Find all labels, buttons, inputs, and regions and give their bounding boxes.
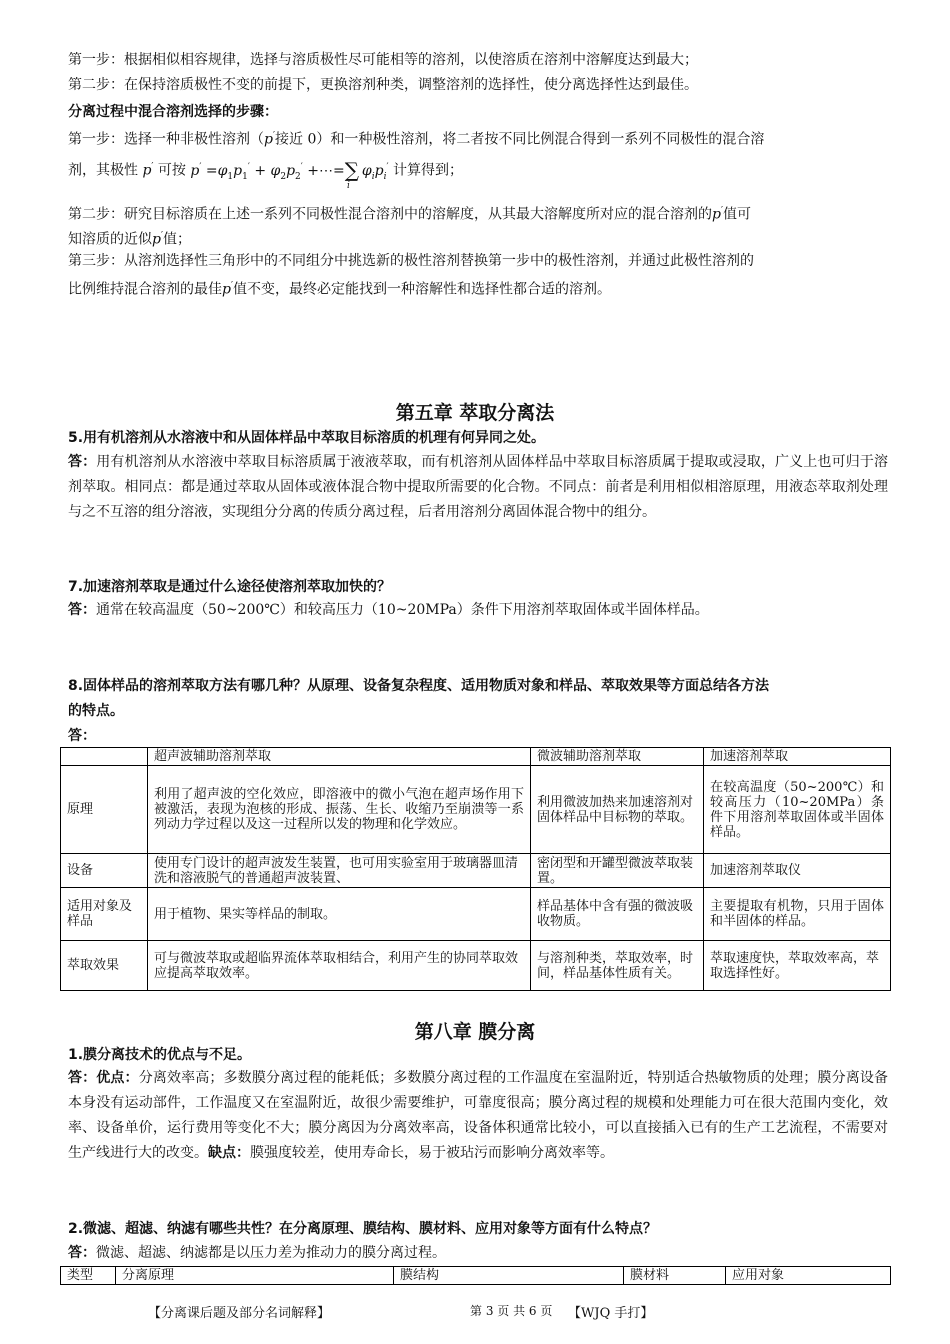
table-row [61,941,891,991]
table-header-cell: 微波辅助溶剂萃取 [531,748,704,766]
question-8-line-1: 8.固体样品的溶剂萃取方法有哪几种？从原理、设备复杂程度、适用物质对象和样品、萃取效果等方面总结各方法 [68,678,770,694]
table-cell: 利用微波加热来加速溶剂对固体样品中目标物的萃取。 [531,766,704,854]
answer-7: 答：通常在较高温度（50~200℃）和较高压力（10~20MPa）条件下用溶剂萃取固体或半固体样品。 [68,602,709,618]
table-header-cell: 应用对象 [726,1267,891,1285]
table-header-cell: 膜材料 [624,1267,726,1285]
table-cell: 使用专门设计的超声波发生装置，也可用实验室用于玻璃器皿清洗和溶液脱气的普通超声波装置、 [148,854,531,888]
table-row [61,766,891,854]
mixed-step-2-line-1: 第二步：研究目标溶质在上述一系列不同极性混合溶剂中的溶解度，从其最大溶解度所对应的混合溶剂的p′值可 [68,206,752,223]
table-cell: 可与微波萃取或超临界流体萃取相结合，利用产生的协同萃取效应提高萃取效率。 [148,941,531,991]
table-cell: 利用了超声波的空化效应，即溶液中的微小气泡在超声场作用下被激活，表现为泡核的形成、振荡、生长、收缩乃至崩溃等一系列动力学过程以及这一过程所以发的物理和化学效应。 [148,766,531,854]
chapter-8-title: 第八章 膜分离 [414,1021,536,1043]
question-7: 7.加速溶剂萃取是通过什么途径使溶剂萃取加快的？ [68,579,392,595]
question-8-2: 2.微滤、超滤、纳滤有哪些共性？在分离原理、膜结构、膜材料、应用对象等方面有什么特点？ [68,1221,658,1237]
answer-5: 答：用有机溶剂从水溶液中萃取目标溶质属于液液萃取，而有机溶剂从固体样品中萃取目标溶质属于提取或浸取，广义上也可归于溶剂萃取。相同点：都是通过萃取从固体或液体混合物中提取所需要的化合物。不同点：前者是利用相似相溶原理，用液态萃取剂处理与之不互溶的组分溶液，实现组分分离的传质分离过程，后者用溶剂分离固体混合物中的组分。 [68,454,888,520]
table-header-row [61,748,891,766]
question-8-1: 1.膜分离技术的优点与不足。 [68,1047,252,1063]
answer-8-1: 答：优点：分离效率高；多数膜分离过程的能耗低；多数膜分离过程的工作温度在室温附近，特别适合热敏物质的处理；膜分离设备本身没有运动部件，工作温度又在室温附近，故很少需要维护，可靠度很高；膜分离过程的规模和处理能力可在很大范围内变化，效率、设备单价，运行费用等变化不大；膜分离因为分离效率高，设备体积通常比较小，可以直接插入已有的生产工艺流程，不需要对生产线进行大的改变。缺点：膜强度较差，使用寿命长，易于被玷污而影响分离效率等。 [68,1070,888,1161]
mixed-solvent-heading: 分离过程中混合溶剂选择的步骤： [68,104,278,120]
table-header-cell: 分离原理 [116,1267,394,1285]
table-header-cell [61,748,148,766]
table-cell: 密闭型和开罐型微波萃取装置。 [531,854,704,888]
table-cell: 萃取速度快，萃取效率高，萃取选择性好。 [704,941,891,991]
table-header-cell: 超声波辅助溶剂萃取 [148,748,531,766]
mixed-step-1-line-2: 剂，其极性 p′ 可按 $p' =\varphi_1p_1' + \varphi_2p_2'$ $+\cdots=\sum_i\varphi_ip_i'$ 计算得到； [68,157,463,192]
question-8-line-2: 的特点。 [68,703,124,719]
table-cell: 加速溶剂萃取仪 [704,854,891,888]
mixed-step-3-line-1: 第三步：从溶剂选择性三角形中的不同组分中挑选新的极性溶剂替换第一步中的极性溶剂，并通过此极性溶剂的 [68,253,754,269]
mixed-step-3-line-2: 比例维持混合溶剂的最佳p′值不变，最终必定能找到一种溶解性和选择性都合适的溶剂。 [68,281,612,298]
table-cell: 设备 [61,854,148,888]
question-5: 5.用有机溶剂从水溶液中和从固体样品中萃取目标溶质的机理有何异同之处。 [68,430,546,446]
table-cell: 适用对象及样品 [61,888,148,941]
table-header-cell: 类型 [61,1267,116,1285]
table-cell: 主要提取有机物，只用于固体和半固体的样品。 [704,888,891,941]
solvent-step-1: 第一步：根据相似相容规律，选择与溶质极性尽可能相等的溶剂，以使溶质在溶剂中溶解度达到最大； [68,52,698,68]
table-header-cell: 加速溶剂萃取 [704,748,891,766]
footer-title: 【分离课后题及部分名词解释】 [148,1306,331,1321]
table-row [61,888,891,941]
membrane-table [60,1266,891,1285]
table-cell: 用于植物、果实等样品的制取。 [148,888,531,941]
footer-page-number: 第 3 页 共 6 页 [470,1304,553,1318]
answer-8-label: 答： [68,728,96,744]
table-header-row [61,1267,891,1285]
table-cell: 原理 [61,766,148,854]
table-header-cell: 膜结构 [394,1267,624,1285]
table-cell: 在较高温度（50~200℃）和较高压力（10~20MPa）条件下用溶剂萃取固体或半固体样品。 [704,766,891,854]
answer-8-2: 答：微滤、超滤、纳滤都是以压力差为推动力的膜分离过程。 [68,1245,446,1261]
table-cell: 样品基体中含有强的微波吸收物质。 [531,888,704,941]
mixed-step-2-line-2: 知溶质的近似p′值； [68,231,192,248]
solvent-step-2: 第二步：在保持溶质极性不变的前提下，更换溶剂种类，调整溶剂的选择性，使分离选择性达到最佳。 [68,77,698,93]
table-cell: 萃取效果 [61,941,148,991]
chapter-5-title: 第五章 萃取分离法 [395,402,555,424]
polarity-formula: $p' =\varphi_1p_1' + \varphi_2p_2'$ $+\cdots=\sum_i\varphi_ip_i'$ [190,157,389,192]
table-row [61,854,891,888]
mixed-step-1-line-1: 第一步：选择一种非极性溶剂（p′接近 0）和一种极性溶剂，将二者按不同比例混合得到一系列不同极性的混合溶 [68,131,765,148]
footer-author: 【WJQ 手打】 [568,1306,654,1321]
extraction-methods-table [60,747,891,991]
table-cell: 与溶剂种类，萃取效率，时间，样品基体性质有关。 [531,941,704,991]
